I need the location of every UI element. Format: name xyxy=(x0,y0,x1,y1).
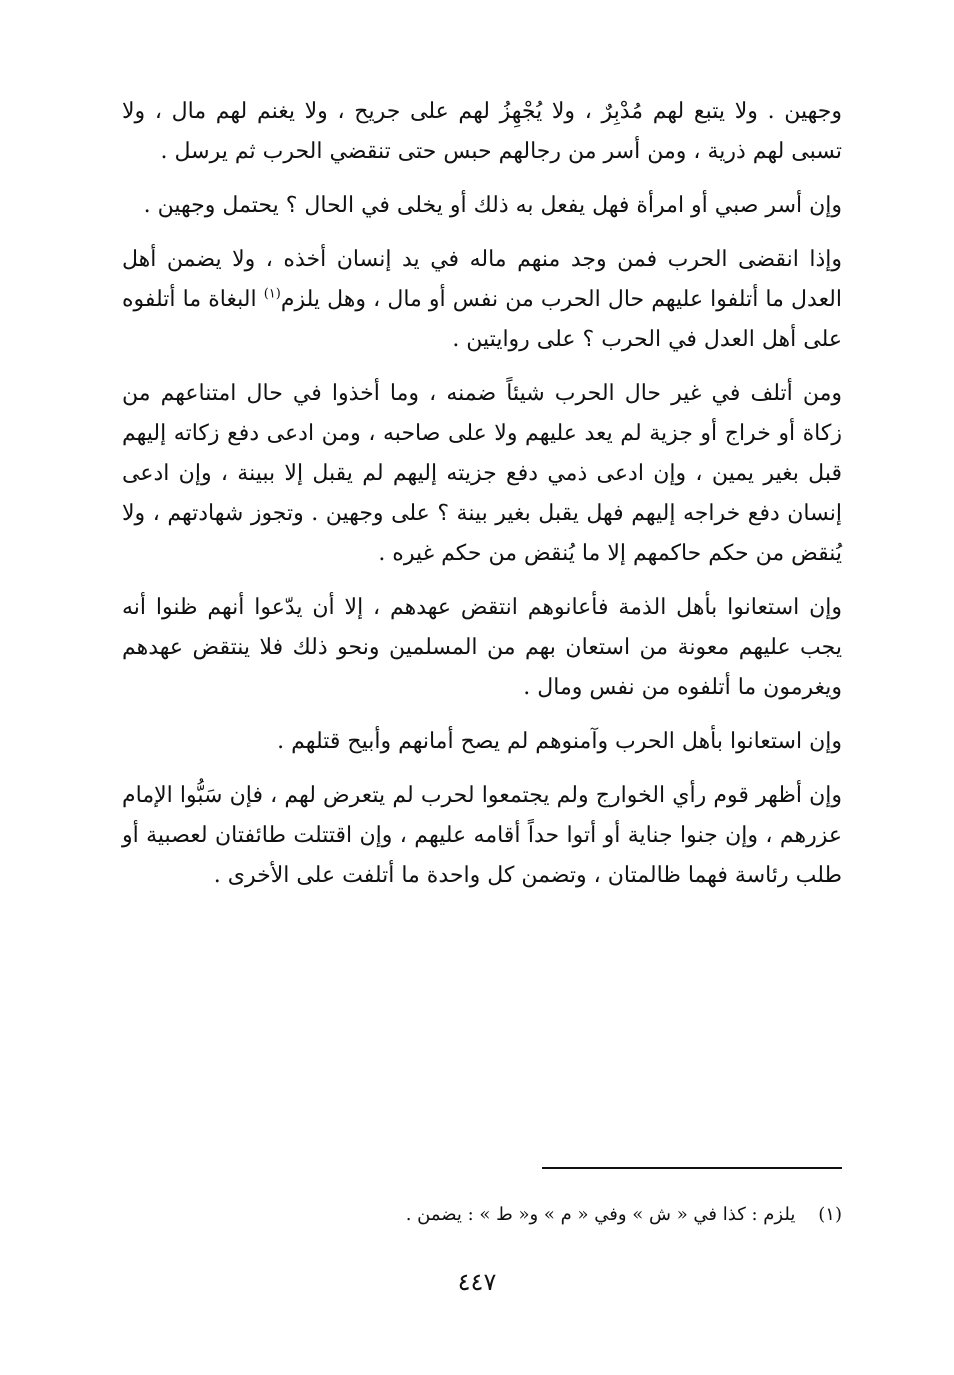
footnote-reference: (١) xyxy=(263,286,281,302)
paragraph-5: وإن استعانوا بأهل الذمة فأعانوهم انتقض عهدهم ، إلا أن يدّعوا أنهم ظنوا أنه يجب عليهم معونة من استعان بهم من المسلمين ونحو ذلك فلا ينتقض عهدهم ويغرمون ما أتلفوه من نفس ومال . xyxy=(122,595,842,700)
page-number: ٤٤٧ xyxy=(457,1268,497,1296)
main-text xyxy=(122,92,842,910)
paragraph-7: وإن أظهر قوم رأي الخوارج ولم يجتمعوا لحرب لم يتعرض لهم ، فإن سَبُّوا الإمام عزرهم ، وإن جنوا جناية أو أتوا حداً أقامه عليهم ، وإن اقتتلت طائفتان لعصبية أو طلب رئاسة فهما ظالمتان ، وتضمن كل واحدة ما أتلفت على الأخرى . xyxy=(122,783,842,888)
paragraph-3-text-before: وإذا انقضى الحرب فمن وجد منهم ماله في يد إنسان أخذه ، ولا يضمن أهل العدل ما أتلفوا عليهم حال الحرب من نفس أو مال ، وهل يلزم xyxy=(122,247,842,312)
paragraph-6: وإن استعانوا بأهل الحرب وآمنوهم لم يصح أمانهم وأبيح قتلهم . xyxy=(277,729,842,754)
footnote-text: يلزم : كذا في « ش » وفي « م » و« ط » : يضمن . xyxy=(405,1204,796,1225)
paragraph-3-text-after: البغاة ما أتلفوه على أهل العدل في الحرب ؟ على روايتين . xyxy=(122,287,842,352)
footnote-divider xyxy=(542,1167,842,1169)
paragraph-4: ومن أتلف في غير حال الحرب شيئاً ضمنه ، وما أخذوا في حال امتناعهم من زكاة أو خراج أو جزية لم يعد عليهم ولا على صاحبه ، ومن ادعى دفع زكاته إليهم قبل بغير يمين ، وإن ادعى ذمي دفع جزيته إليهم لم يقبل إلا ببينة ، وإن ادعى إنسان دفع خراجه إليهم فهل يقبل بغير بينة ؟ على وجهين . وتجوز شهادتهم ، ولا يُنقض من حكم حاكمهم إلا ما يُنقض من حكم غيره . xyxy=(122,381,842,566)
paragraph-1: وجهين . ولا يتبع لهم مُدْبِرٌ ، ولا يُجْهِزُ لهم على جريح ، ولا يغنم لهم مال ، ولا تسبى لهم ذرية ، ومن أسر من رجالهم حبس حتى تنقضي الحرب ثم يرسل . xyxy=(122,99,842,164)
footnote-marker: (١) xyxy=(818,1204,842,1225)
paragraph-3 xyxy=(122,240,842,360)
footnote xyxy=(122,1200,842,1230)
paragraph-2: وإن أسر صبي أو امرأة فهل يفعل به ذلك أو يخلى في الحال ؟ يحتمل وجهين . xyxy=(143,193,842,218)
